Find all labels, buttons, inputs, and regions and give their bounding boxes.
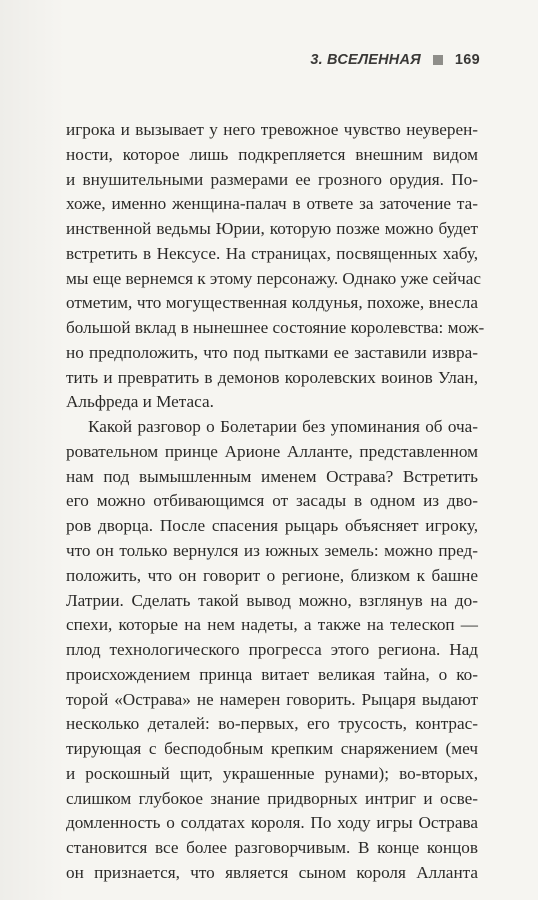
text-line: и роскошный щит, украшенные рунами); во-вторых, <box>66 763 478 783</box>
text-line: Альфреда и Метаса. <box>66 392 214 412</box>
chapter-title: 3. ВСЕЛЕННАЯ <box>310 52 421 68</box>
text-line: ности, которое лишь подкрепляется внешним видом <box>66 144 478 164</box>
page-number: 169 <box>454 52 480 68</box>
text-line: встретить в Нексусе. На страницах, посвященных хабу, <box>66 243 478 263</box>
text-line: но предположить, что под пытками ее заставили извра- <box>66 342 478 362</box>
text-line: тирующая с бесподобным крепким снаряжением (меч <box>66 739 478 759</box>
text-line: происхождением принца витает великая тайна, о ко- <box>66 664 478 684</box>
text-line: тить и превратить в демонов королевских воинов Улан, <box>66 367 478 387</box>
text-line: игрока и вызывает у него тревожное чувство неуверен- <box>66 120 478 139</box>
text-line: ров дворца. После спасения рыцарь объясняет игроку, <box>66 516 478 536</box>
text-line: отметим, что могущественная колдунья, похоже, внесла <box>66 293 478 313</box>
text-line: инственной ведьмы Юрии, которую позже можно будет <box>66 219 478 239</box>
running-header <box>310 52 480 68</box>
text-line: и внушительными размерами ее грозного орудия. По- <box>66 169 478 189</box>
text-line: несколько деталей: во-первых, его трусость, контрас- <box>66 714 478 734</box>
text-line: большой вклад в нынешнее состояние королевства: мож- <box>66 318 485 338</box>
separator-square-icon <box>433 55 443 65</box>
text-line: плод технологического прогресса этого региона. Над <box>66 640 478 660</box>
text-line: его можно отбивающимся от засады в одном из дво- <box>66 491 478 511</box>
text-line: положить, что он говорит о регионе, близком к башне <box>66 565 478 585</box>
text-line: торой «Острава» не намерен говорить. Рыцаря выдают <box>66 689 478 709</box>
text-line: ровательном принце Арионе Алланте, представленном <box>66 441 478 461</box>
body-text <box>66 118 485 886</box>
text-line: домленность о солдатах короля. По ходу игры Острава <box>66 813 478 833</box>
text-line: нам под вымышленным именем Острава? Встретить <box>66 466 478 486</box>
text-line: слишком глубокое знание придворных интриг и осве- <box>66 788 478 808</box>
text-line: спехи, которые на нем надеты, а также на телескоп — <box>66 615 478 635</box>
text-line: хоже, именно женщина-палач в ответе за заточение та- <box>66 194 478 214</box>
text-line: Какой разговор о Болетарии без упоминания об оча- <box>88 417 478 437</box>
text-line: Латрии. Сделать такой вывод можно, взглянув на до- <box>66 590 478 610</box>
text-line: что он только вернулся из южных земель: можно пред- <box>66 541 478 561</box>
text-line: становится все более разговорчивым. В конце концов <box>66 838 478 858</box>
text-line: мы еще вернемся к этому персонажу. Однако уже сейчас <box>66 268 482 288</box>
text-line: он признается, что является сыном короля Алланта <box>66 862 478 882</box>
